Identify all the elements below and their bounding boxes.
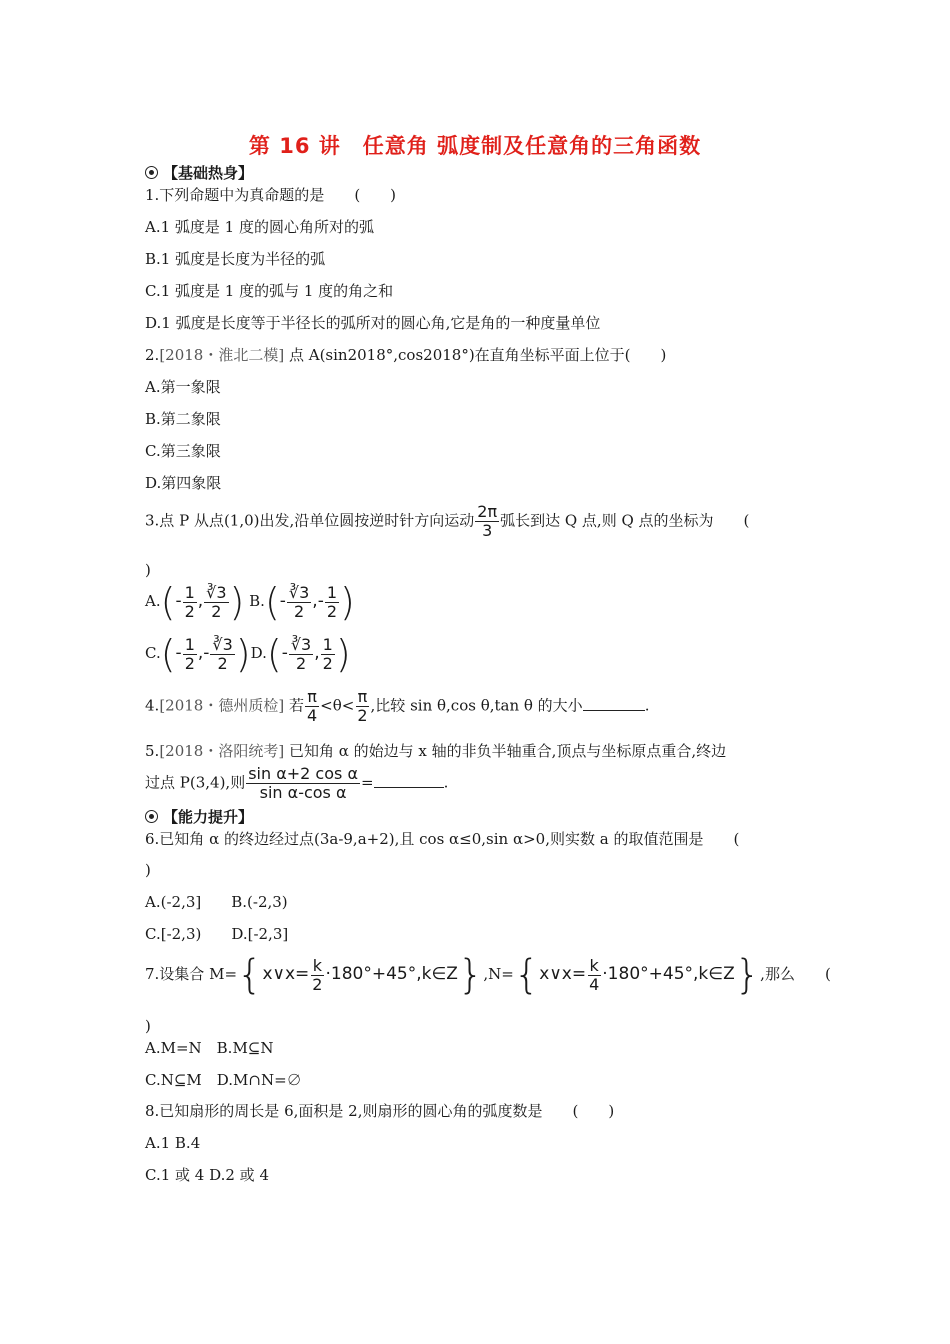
q2-stem <box>145 345 666 365</box>
q3-a-y <box>204 584 228 621</box>
q1-option-b: B.1 弧度是长度为半径的弧 <box>145 250 326 268</box>
num: 1 <box>184 582 195 602</box>
q7-options-ab: A.M=N B.M⊆N <box>145 1039 274 1057</box>
comma: , <box>312 591 318 611</box>
section-basic <box>145 163 253 183</box>
q2-source-tag: [2018・淮北二模] <box>159 346 285 364</box>
q7-frac-k-2 <box>310 957 324 994</box>
q4-frac-pi-2 <box>355 688 369 725</box>
den: 4 <box>589 974 600 994</box>
q7-options-cd: C.N⊆M D.M∩N=∅ <box>145 1071 302 1089</box>
q7-text-mid: ,N= <box>483 965 514 983</box>
q7-stem <box>145 952 831 998</box>
q1-option-a: A.1 弧度是 1 度的圆心角所对的弧 <box>145 218 374 236</box>
q3-b-x <box>287 584 311 621</box>
q2-option-d: D.第四象限 <box>145 474 222 492</box>
den: sin α-cos α <box>259 783 347 802</box>
q7-set-n-post: ·180°+45°,k∈Z <box>602 964 735 984</box>
q4-end: . <box>644 696 650 715</box>
den: 2 <box>322 653 333 673</box>
minus-sign: - <box>175 643 182 663</box>
q4-frac-pi-4 <box>305 688 319 725</box>
q3-text-pre: 3.点 P 从点(1,0)出发,沿单位圆按逆时针方向运动 <box>145 511 475 530</box>
den: 2 <box>211 601 222 621</box>
q7-set-n-pre: x∨x= <box>539 964 587 984</box>
right-paren: ) <box>340 580 355 624</box>
q5-answer-blank[interactable] <box>374 773 444 788</box>
q5-prefix: 5. <box>145 742 160 760</box>
left-paren: ( <box>264 580 280 624</box>
comma: , <box>197 591 204 611</box>
minus-sign: - <box>175 591 182 611</box>
q4-source-tag: [2018・德州质检] <box>159 696 285 715</box>
q3-frac-den: 3 <box>482 521 493 540</box>
q1-stem: 1.下列命题中为真命题的是 ( ) <box>145 186 397 204</box>
q3-b-label: B. <box>249 592 265 610</box>
left-paren: ( <box>160 632 176 676</box>
q2-prefix: 2. <box>145 346 160 364</box>
num: sin α+2 cos α <box>248 764 358 783</box>
q7-set-m-post: ·180°+45°,k∈Z <box>325 964 458 984</box>
num: ∛3 <box>288 582 310 602</box>
num: ∛3 <box>290 634 312 654</box>
q3-text-post: 弧长到达 Q 点,则 Q 点的坐标为 ( <box>500 511 750 530</box>
q4-prefix: 4. <box>145 696 160 715</box>
minus-sign: - <box>279 591 286 611</box>
den: 4 <box>306 706 318 725</box>
minus-sign: - <box>317 591 324 611</box>
num: ∛3 <box>212 634 233 654</box>
q5-fraction <box>246 765 360 802</box>
right-brace: } <box>734 952 761 998</box>
left-brace: { <box>513 952 540 998</box>
right-paren: ) <box>235 632 251 676</box>
target-icon <box>145 810 158 823</box>
num: 1 <box>322 634 333 654</box>
right-paren: ) <box>229 580 245 624</box>
section-advanced-label: 【能力提升】 <box>163 808 254 826</box>
q7-text-post: ,那么 ( <box>760 965 831 983</box>
q3-a-x <box>183 584 197 621</box>
q4-inequality: <θ< <box>320 696 355 715</box>
q1-option-d: D.1 弧度是长度等于半径长的弧所对的圆心角,它是角的一种度量单位 <box>145 314 601 332</box>
q5-stem <box>145 741 726 761</box>
q2-option-a: A.第一象限 <box>145 378 221 396</box>
page-title: 第 16 讲 任意角 弧度制及任意角的三角函数 <box>248 134 702 158</box>
q5-text-pre: 过点 P(3,4),则 <box>145 773 246 792</box>
num: π <box>307 687 317 706</box>
q3-c-x <box>183 636 197 673</box>
den: 2 <box>357 706 368 725</box>
num: k <box>589 955 599 975</box>
q4-text-pre: 若 <box>284 696 304 715</box>
right-brace: } <box>457 952 484 998</box>
q1-option-c: C.1 弧度是 1 度的弧与 1 度的角之和 <box>145 282 394 300</box>
q2-option-c: C.第三象限 <box>145 442 221 460</box>
q3-fraction <box>475 503 499 540</box>
q3-c-label: C. <box>145 644 161 662</box>
q3-a-label: A. <box>145 592 161 610</box>
q2-text: 点 A(sin2018°,cos2018°)在直角坐标平面上位于( ) <box>284 346 667 364</box>
q6-options-cd: C.[-2,3) D.[-2,3] <box>145 925 289 943</box>
left-paren: ( <box>160 580 176 624</box>
q7-frac-k-4 <box>587 957 601 994</box>
minus-sign: - <box>281 643 288 663</box>
num: 1 <box>184 634 195 654</box>
q5-text: 已知角 α 的始边与 x 轴的非负半轴重合,顶点与坐标原点重合,终边 <box>284 742 727 760</box>
den: 2 <box>184 653 195 673</box>
q3-options-cd <box>145 632 351 676</box>
q7-text-pre: 7.设集合 M= <box>145 965 238 983</box>
q6-cont: ) <box>145 861 151 879</box>
left-paren: ( <box>266 632 282 676</box>
num: k <box>312 955 322 975</box>
q7-cont: ) <box>145 1017 151 1035</box>
q4-text-post: ,比较 sin θ,cos θ,tan θ 的大小 <box>370 696 583 715</box>
den: 2 <box>295 653 307 673</box>
q3-options-ab <box>145 580 355 624</box>
den: 2 <box>326 601 338 621</box>
q6-options-ab: A.(-2,3] B.(-2,3) <box>145 893 288 911</box>
q4-answer-blank[interactable] <box>583 696 645 711</box>
q5-end: . <box>443 773 449 792</box>
q3-d-x <box>289 636 313 673</box>
q2-option-b: B.第二象限 <box>145 410 221 428</box>
q3-c-y <box>210 636 234 673</box>
right-paren: ) <box>335 632 351 676</box>
den: 2 <box>312 974 323 994</box>
comma: , <box>197 643 204 663</box>
num: π <box>357 687 368 706</box>
q6-stem: 6.已知角 α 的终边经过点(3a-9,a+2),且 cos α≤0,sin α>0,则实数 a 的取值范围是 ( <box>145 830 740 848</box>
num: 1 <box>326 582 338 602</box>
q3-b-y <box>325 584 339 621</box>
left-brace: { <box>237 952 263 998</box>
q3-cont: ) <box>145 561 151 579</box>
den: 2 <box>294 601 305 621</box>
q4-stem <box>145 688 649 725</box>
section-advanced <box>145 807 253 827</box>
q8-stem: 8.已知扇形的周长是 6,面积是 2,则扇形的圆心角的弧度数是 ( ) <box>145 1102 615 1120</box>
q8-options-cd: C.1 或 4 D.2 或 4 <box>145 1166 269 1184</box>
q5-equals: = <box>360 773 374 792</box>
minus-sign: - <box>203 643 210 663</box>
den: 2 <box>217 653 228 673</box>
q7-set-m-pre: x∨x= <box>262 964 310 984</box>
section-basic-label: 【基础热身】 <box>163 164 254 182</box>
num: ∛3 <box>206 582 227 602</box>
q3-d-y <box>321 636 335 673</box>
target-icon <box>145 166 158 179</box>
q3-stem <box>145 503 749 540</box>
den: 2 <box>184 601 195 621</box>
q3-d-label: D. <box>250 644 267 662</box>
comma: , <box>314 643 320 663</box>
q5-line2 <box>145 765 448 802</box>
q8-options-ab: A.1 B.4 <box>145 1134 201 1152</box>
q5-source-tag: [2018・洛阳统考] <box>159 742 285 760</box>
q3-frac-num: 2π <box>477 502 498 521</box>
